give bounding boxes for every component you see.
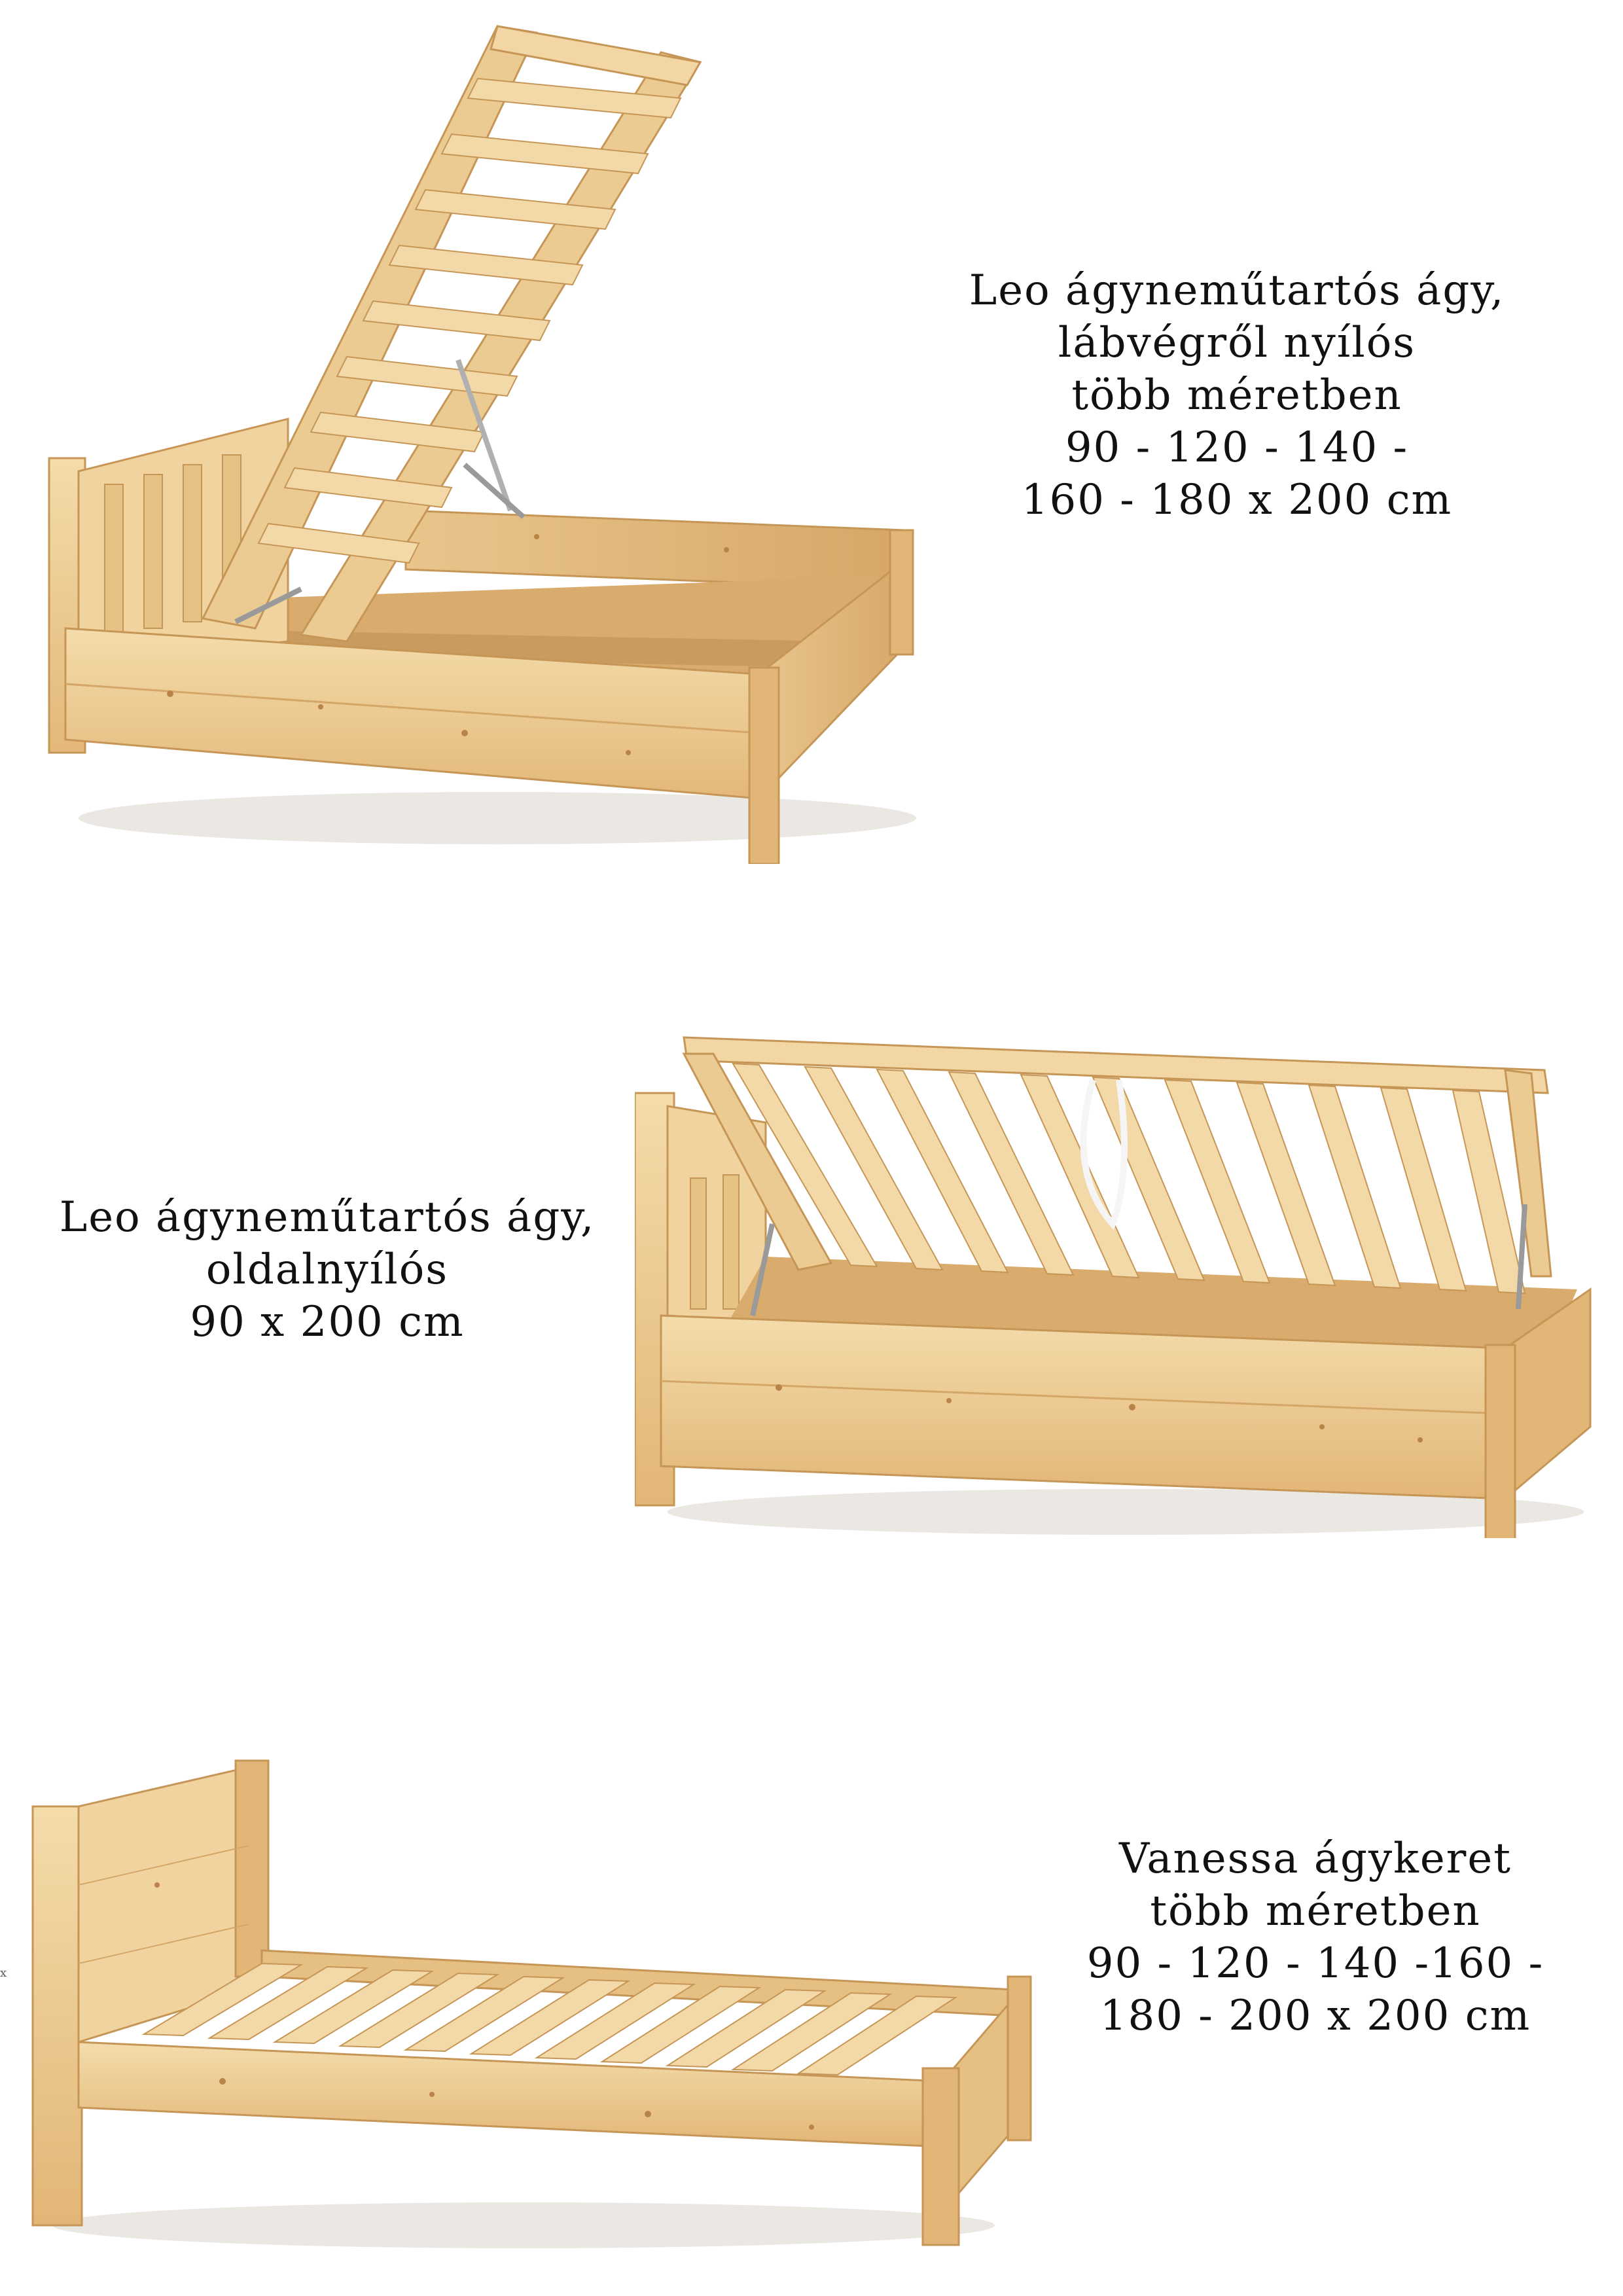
caption-line: 90 x 200 cm	[190, 1298, 465, 1346]
caption-line: 90 - 120 - 140 -160 -	[1086, 1939, 1544, 1988]
caption-line: több méretben	[1150, 1887, 1481, 1935]
caption-line: oldalnyílós	[205, 1246, 449, 1294]
caption-line: Vanessa ágykeret	[1119, 1835, 1512, 1883]
product-image-leo-side-opening	[635, 1008, 1603, 1538]
caption-line: 90 - 120 - 140 -	[1065, 423, 1409, 472]
stray-mark: x	[0, 1966, 7, 1980]
caption-line: Leo ágyneműtartós ágy,	[969, 266, 1505, 315]
caption-leo-foot-opening	[877, 264, 1597, 526]
caption-vanessa-frame	[1021, 1833, 1610, 2042]
product-image-leo-foot-opening	[39, 13, 916, 864]
product-image-vanessa-frame	[26, 1754, 1047, 2251]
caption-line: lábvégről nyílós	[1058, 319, 1416, 367]
caption-line: 160 - 180 x 200 cm	[1021, 476, 1453, 524]
caption-line: 180 - 200 x 200 cm	[1099, 1992, 1531, 2040]
caption-line: több méretben	[1071, 371, 1402, 420]
caption-line: Leo ágyneműtartós ágy,	[59, 1193, 596, 1242]
caption-leo-side-opening	[39, 1191, 615, 1348]
